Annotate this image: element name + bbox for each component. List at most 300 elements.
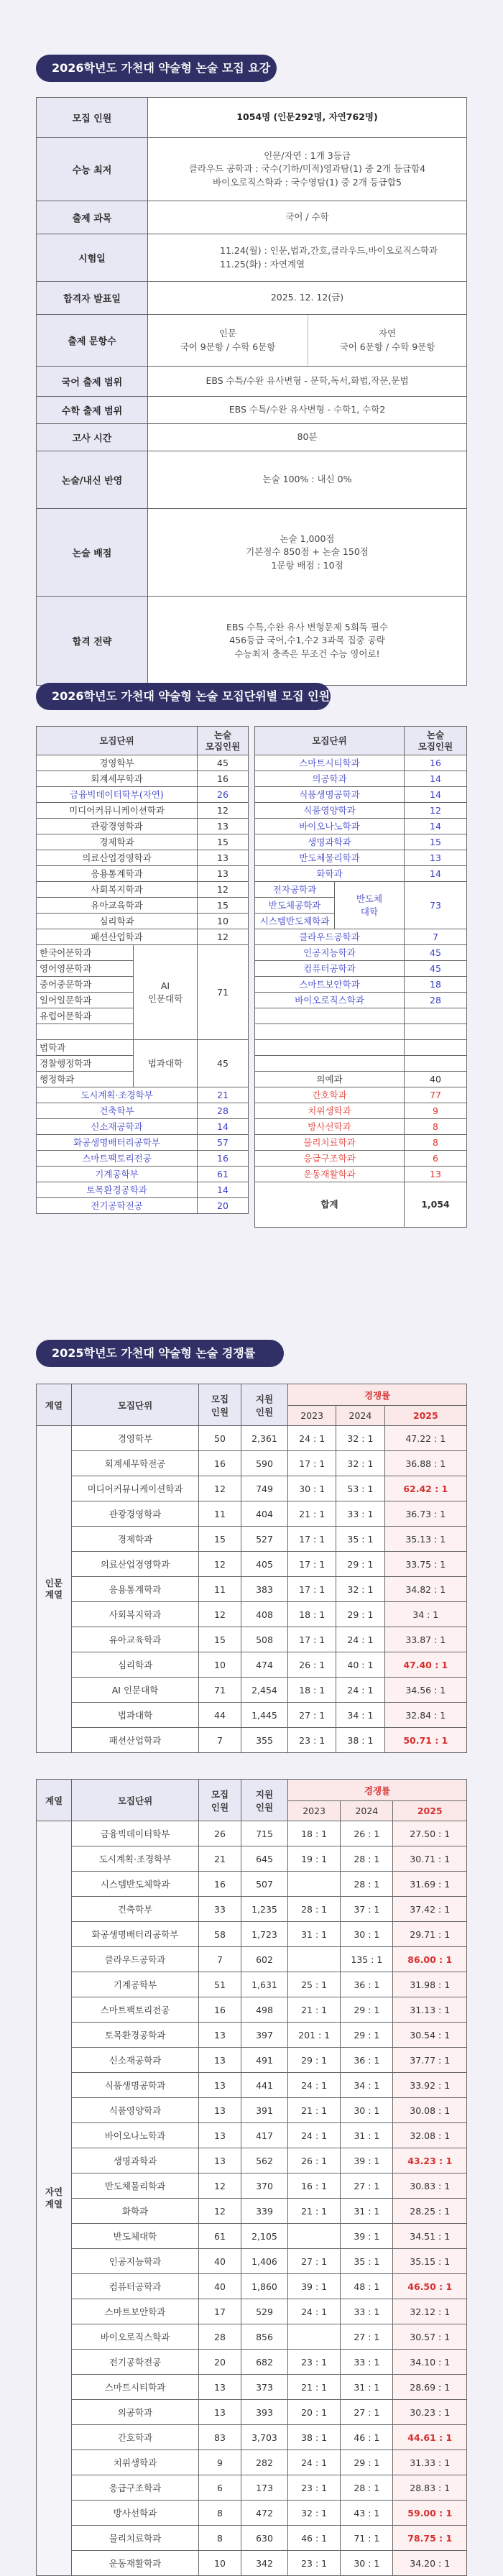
recruit-right-num-header: 논술 모집인원 bbox=[405, 727, 467, 755]
row-count bbox=[37, 315, 467, 367]
unit-name: 응용통계학과 bbox=[72, 1577, 199, 1602]
recruit-unit: 인공지능학과 bbox=[255, 945, 405, 961]
applicants: 715 bbox=[241, 1821, 288, 1846]
value-subj: 국어 / 수학 bbox=[148, 201, 467, 234]
ratio-2024: 24 : 1 bbox=[336, 1627, 384, 1652]
applicants: 527 bbox=[241, 1527, 288, 1552]
header-unit: 모집단위 bbox=[72, 1384, 199, 1426]
row-math bbox=[37, 397, 467, 424]
header-capacity-l2: 인원 bbox=[211, 1406, 229, 1417]
recruit-count: 40 bbox=[405, 1072, 467, 1087]
ratio-2023: 26 : 1 bbox=[288, 2148, 341, 2174]
group-label-l2: 계열 bbox=[45, 1589, 63, 1600]
ratio-2025: 36.73 : 1 bbox=[384, 1501, 466, 1527]
recruit-unit: 중어중문학과 bbox=[37, 977, 134, 993]
ratio-2024: 39 : 1 bbox=[341, 2148, 393, 2174]
recruit-row bbox=[255, 1072, 467, 1087]
recruit-count: 13 bbox=[405, 1167, 467, 1182]
recruit-unit: 응급구조학과 bbox=[255, 1151, 405, 1167]
applicants: 2,105 bbox=[241, 2224, 288, 2249]
competition-row bbox=[37, 1922, 467, 1947]
header-year-2025: 2025 bbox=[393, 1801, 467, 1821]
ratio-2025: 34.10 : 1 bbox=[393, 2350, 467, 2375]
capacity: 11 bbox=[199, 1577, 241, 1602]
recruit-unit: 경찰행정학과 bbox=[37, 1056, 134, 1072]
competition-table-science bbox=[36, 1779, 467, 2576]
capacity: 16 bbox=[199, 1451, 241, 1476]
unit-name: 컴퓨터공학과 bbox=[72, 2274, 199, 2299]
value-strategy bbox=[148, 597, 467, 686]
unit-name: 경영학부 bbox=[72, 1426, 199, 1451]
recruit-count: 28 bbox=[405, 993, 467, 1008]
min-line-2: 클라우드 공학과 : 국수(기하/미적)영과탐(1) 중 2개 등급합4 bbox=[188, 163, 426, 175]
applicants: 417 bbox=[241, 2123, 288, 2148]
competition-row bbox=[37, 1552, 467, 1577]
recruit-count: 21 bbox=[198, 1087, 249, 1103]
unit-name: 시스템반도체학과 bbox=[72, 1872, 199, 1897]
value-count-humanities bbox=[148, 315, 308, 367]
ratio-2024: 24 : 1 bbox=[336, 1678, 384, 1703]
recruit-row bbox=[37, 803, 249, 819]
ratio-2023: 17 : 1 bbox=[288, 1577, 336, 1602]
ratio-2024: 28 : 1 bbox=[341, 1872, 393, 1897]
applicants: 370 bbox=[241, 2174, 288, 2199]
competition-row bbox=[37, 2148, 467, 2174]
unit-name: 화학과 bbox=[72, 2199, 199, 2224]
header-year-2023: 2023 bbox=[288, 1801, 341, 1821]
recruit-row bbox=[37, 1119, 249, 1135]
unit-name: 심리학과 bbox=[72, 1652, 199, 1678]
competition-row bbox=[37, 2023, 467, 2048]
unit-name: 물리치료학과 bbox=[72, 2526, 199, 2551]
recruit-unit: 방사선학과 bbox=[255, 1119, 405, 1135]
recruit-unit: 영어영문학과 bbox=[37, 961, 134, 977]
recruit-count: 13 bbox=[198, 866, 249, 882]
row-announce bbox=[37, 282, 467, 315]
admission-guidelines-table bbox=[36, 97, 467, 686]
competition-header-row bbox=[37, 1384, 467, 1406]
ratio-2023: 23 : 1 bbox=[288, 2350, 341, 2375]
competition-row bbox=[37, 1947, 467, 1972]
recruit-unit: 사회복지학과 bbox=[37, 882, 198, 898]
recruit-unit: 경영학부 bbox=[37, 755, 198, 771]
strategy-line-3: 수능최저 충족은 무조건 수능 영어로! bbox=[234, 648, 380, 659]
ratio-2023 bbox=[288, 1872, 341, 1897]
applicants: 408 bbox=[241, 1602, 288, 1627]
recruit-unit: 회계세무학과 bbox=[37, 771, 198, 787]
capacity: 12 bbox=[199, 2174, 241, 2199]
unit-name: 운동재활학과 bbox=[72, 2551, 199, 2576]
competition-row bbox=[37, 2425, 467, 2450]
applicants: 529 bbox=[241, 2299, 288, 2324]
ratio-2025: 32.12 : 1 bbox=[393, 2299, 467, 2324]
competition-row bbox=[37, 1451, 467, 1476]
recruit-unit: 토목환경공학과 bbox=[37, 1182, 198, 1198]
ratio-2023: 24 : 1 bbox=[288, 2299, 341, 2324]
applicants: 1,860 bbox=[241, 2274, 288, 2299]
recruit-count: 18 bbox=[405, 977, 467, 993]
ratio-2024: 26 : 1 bbox=[341, 1821, 393, 1846]
recruit-row bbox=[255, 850, 467, 866]
capacity: 12 bbox=[199, 1476, 241, 1501]
ratio-2025: 30.08 : 1 bbox=[393, 2098, 467, 2123]
header-capacity bbox=[199, 1780, 241, 1821]
capacity: 13 bbox=[199, 2375, 241, 2400]
recruit-row bbox=[255, 1119, 467, 1135]
ratio-2024: 33 : 1 bbox=[341, 2350, 393, 2375]
competition-row bbox=[37, 2174, 467, 2199]
recruit-count: 45 bbox=[405, 961, 467, 977]
ratio-2025: 47.40 : 1 bbox=[384, 1652, 466, 1678]
recruit-unit-blank bbox=[255, 1008, 405, 1024]
recruit-unit: 일어일문학과 bbox=[37, 993, 134, 1008]
competition-row bbox=[37, 2526, 467, 2551]
recruit-unit: 물리치료학과 bbox=[255, 1135, 405, 1151]
section-title-recruit-by-unit: 2026학년도 가천대 약술형 논술 모집단위별 모집 인원 bbox=[36, 683, 331, 710]
ratio-2025: 47.22 : 1 bbox=[384, 1426, 466, 1451]
header-competition: 경쟁률 bbox=[288, 1384, 467, 1406]
ratio-2025: 27.50 : 1 bbox=[393, 1821, 467, 1846]
applicants: 562 bbox=[241, 2148, 288, 2174]
recruit-count: 57 bbox=[198, 1135, 249, 1151]
recruit-row bbox=[255, 1087, 467, 1103]
header-strategy: 합격 전략 bbox=[37, 597, 148, 686]
recruit-unit: 식품영양학과 bbox=[255, 803, 405, 819]
ratio-2024: 31 : 1 bbox=[341, 2199, 393, 2224]
ratio-2024: 30 : 1 bbox=[341, 1922, 393, 1947]
value-math: EBS 수특/수완 유사변형 - 수학1, 수학2 bbox=[148, 397, 467, 424]
capacity: 16 bbox=[199, 1872, 241, 1897]
recruit-row bbox=[255, 866, 467, 882]
ratio-2024: 29 : 1 bbox=[341, 2450, 393, 2475]
recruit-unit: 시스템반도체학과 bbox=[255, 914, 335, 929]
recruit-unit: 관광경영학과 bbox=[37, 819, 198, 834]
competition-row bbox=[37, 1426, 467, 1451]
row-time bbox=[37, 424, 467, 451]
capacity: 10 bbox=[199, 2551, 241, 2576]
recruit-count: 7 bbox=[405, 929, 467, 945]
capacity: 12 bbox=[199, 1552, 241, 1577]
header-min: 수능 최저 bbox=[37, 138, 148, 201]
competition-row bbox=[37, 1501, 467, 1527]
applicants: 1,235 bbox=[241, 1897, 288, 1922]
recruit-count-blank bbox=[405, 1056, 467, 1072]
competition-row bbox=[37, 2048, 467, 2073]
row-date bbox=[37, 234, 467, 282]
recruit-unit: 전기공학전공 bbox=[37, 1198, 198, 1214]
recruit-unit-blank bbox=[37, 1024, 134, 1040]
ratio-2024: 27 : 1 bbox=[341, 2400, 393, 2425]
ratio-2023: 30 : 1 bbox=[288, 1476, 336, 1501]
recruit-row bbox=[37, 1151, 249, 1167]
ratio-2024: 71 : 1 bbox=[341, 2526, 393, 2551]
ratio-2025: 78.75 : 1 bbox=[393, 2526, 467, 2551]
group-label bbox=[37, 1426, 72, 1753]
applicants: 441 bbox=[241, 2073, 288, 2098]
unit-name: 법과대학 bbox=[72, 1703, 199, 1728]
ratio-2024: 135 : 1 bbox=[341, 1947, 393, 1972]
ratio-2025: 31.69 : 1 bbox=[393, 1872, 467, 1897]
recruit-count: 28 bbox=[198, 1103, 249, 1119]
recruit-unit: 경제학과 bbox=[37, 834, 198, 850]
recruit-row bbox=[255, 803, 467, 819]
ratio-2023: 18 : 1 bbox=[288, 1678, 336, 1703]
ratio-2024: 29 : 1 bbox=[341, 1997, 393, 2023]
recruit-row bbox=[255, 1135, 467, 1151]
ratio-2024: 31 : 1 bbox=[341, 2375, 393, 2400]
recruit-row bbox=[255, 834, 467, 850]
recruit-count-blank bbox=[405, 1008, 467, 1024]
recruit-count: 16 bbox=[405, 755, 467, 771]
ratio-2025: 86.00 : 1 bbox=[393, 1947, 467, 1972]
recruit-count: 14 bbox=[405, 819, 467, 834]
applicants: 1,445 bbox=[241, 1703, 288, 1728]
capacity: 16 bbox=[199, 1997, 241, 2023]
row-recruit bbox=[37, 98, 467, 138]
recruit-unit: 화공생명배터리공학부 bbox=[37, 1135, 198, 1151]
recruit-unit: 응용통계학과 bbox=[37, 866, 198, 882]
recruit-unit: 유럽어문학과 bbox=[37, 1008, 134, 1024]
ratio-2023: 24 : 1 bbox=[288, 2073, 341, 2098]
ratio-2024: 32 : 1 bbox=[336, 1577, 384, 1602]
recruit-group-law: 법과대학 bbox=[134, 1040, 198, 1087]
unit-name: 바이오나노학과 bbox=[72, 2123, 199, 2148]
competition-row bbox=[37, 2249, 467, 2274]
ratio-2025: 50.71 : 1 bbox=[384, 1728, 466, 1753]
ratio-2025: 46.50 : 1 bbox=[393, 2274, 467, 2299]
capacity: 83 bbox=[199, 2425, 241, 2450]
applicants: 2,454 bbox=[241, 1678, 288, 1703]
section-title-competition: 2025학년도 가천대 약술형 논술 경쟁률 bbox=[36, 1340, 284, 1367]
recruit-row bbox=[37, 1167, 249, 1182]
recruit-count: 14 bbox=[198, 1182, 249, 1198]
ratio-2023: 23 : 1 bbox=[288, 1728, 336, 1753]
header-year-2025: 2025 bbox=[384, 1406, 466, 1426]
recruit-row bbox=[37, 787, 249, 803]
applicants: 342 bbox=[241, 2551, 288, 2576]
header-recruit: 모집 인원 bbox=[37, 98, 148, 138]
capacity: 71 bbox=[199, 1678, 241, 1703]
ratio-2025: 59.00 : 1 bbox=[393, 2501, 467, 2526]
competition-row bbox=[37, 2324, 467, 2350]
recruit-row bbox=[255, 882, 467, 898]
unit-name: 신소재공학과 bbox=[72, 2048, 199, 2073]
applicants: 391 bbox=[241, 2098, 288, 2123]
recruit-row bbox=[255, 771, 467, 787]
date-line-1: 11.24(월) : 인문,법과,간호,클라우드,바이오로직스학과 bbox=[220, 245, 438, 257]
unit-name: 기계공학부 bbox=[72, 1972, 199, 1997]
unit-name: 스마트팩토리전공 bbox=[72, 1997, 199, 2023]
recruit-unit: 유아교육학과 bbox=[37, 898, 198, 914]
applicants: 393 bbox=[241, 2400, 288, 2425]
header-year-2023: 2023 bbox=[288, 1406, 336, 1426]
recruit-count: 15 bbox=[405, 834, 467, 850]
ratio-2023: 18 : 1 bbox=[288, 1602, 336, 1627]
header-group: 계열 bbox=[37, 1384, 72, 1426]
applicants: 405 bbox=[241, 1552, 288, 1577]
unit-name: 바이오로직스학과 bbox=[72, 2324, 199, 2350]
header-applicants bbox=[241, 1780, 288, 1821]
unit-name: 회계세무학전공 bbox=[72, 1451, 199, 1476]
unit-name: 스마트보안학과 bbox=[72, 2299, 199, 2324]
recruit-count-blank bbox=[405, 1040, 467, 1056]
recruit-unit: 의예과 bbox=[255, 1072, 405, 1087]
value-min bbox=[148, 138, 467, 201]
group-semi-line-1: 반도체 bbox=[356, 893, 383, 904]
unit-name: 방사선학과 bbox=[72, 2501, 199, 2526]
competition-row bbox=[37, 2375, 467, 2400]
ratio-2025: 34.82 : 1 bbox=[384, 1577, 466, 1602]
recruit-row-blank bbox=[255, 1056, 467, 1072]
recruit-unit: 법학과 bbox=[37, 1040, 134, 1056]
unit-name: 의료산업경영학과 bbox=[72, 1552, 199, 1577]
recruit-unit: 바이오로직스학과 bbox=[255, 993, 405, 1008]
competition-row bbox=[37, 2450, 467, 2475]
ratio-2023: 18 : 1 bbox=[288, 1821, 341, 1846]
recruit-row bbox=[37, 1135, 249, 1151]
ratio-2025: 30.54 : 1 bbox=[393, 2023, 467, 2048]
recruit-unit: 생명과학과 bbox=[255, 834, 405, 850]
recruit-row bbox=[37, 929, 249, 945]
recruit-count: 12 bbox=[198, 929, 249, 945]
ratio-2024: 36 : 1 bbox=[341, 2048, 393, 2073]
header-applicants-l2: 인원 bbox=[255, 1406, 274, 1417]
capacity: 12 bbox=[199, 2199, 241, 2224]
applicants: 173 bbox=[241, 2475, 288, 2501]
ratio-2024: 28 : 1 bbox=[341, 1846, 393, 1872]
applicants: 507 bbox=[241, 1872, 288, 1897]
recruit-row bbox=[255, 993, 467, 1008]
competition-row bbox=[37, 1872, 467, 1897]
applicants: 1,723 bbox=[241, 1922, 288, 1947]
capacity: 13 bbox=[199, 2073, 241, 2098]
recruit-count: 14 bbox=[405, 787, 467, 803]
row-kor bbox=[37, 367, 467, 397]
competition-row bbox=[37, 1897, 467, 1922]
recruit-unit: 치위생학과 bbox=[255, 1103, 405, 1119]
applicants: 472 bbox=[241, 2501, 288, 2526]
recruit-row bbox=[37, 1040, 249, 1056]
value-score bbox=[148, 509, 467, 597]
row-score bbox=[37, 509, 467, 597]
ratio-2023: 19 : 1 bbox=[288, 1846, 341, 1872]
recruit-unit: 식품생명공학과 bbox=[255, 787, 405, 803]
capacity: 13 bbox=[199, 2148, 241, 2174]
recruit-unit-blank bbox=[255, 1024, 405, 1040]
group-label-l1: 자연 bbox=[45, 2186, 63, 2198]
competition-row bbox=[37, 1476, 467, 1501]
ratio-2023: 24 : 1 bbox=[288, 1426, 336, 1451]
recruit-count: 12 bbox=[198, 882, 249, 898]
competition-row bbox=[37, 2199, 467, 2224]
ratio-2024: 38 : 1 bbox=[336, 1728, 384, 1753]
recruit-unit-blank bbox=[255, 1040, 405, 1056]
unit-name: 스마트시티학과 bbox=[72, 2375, 199, 2400]
ratio-2024: 28 : 1 bbox=[341, 2475, 393, 2501]
header-subj: 출제 과목 bbox=[37, 201, 148, 234]
recruit-count: 16 bbox=[198, 1151, 249, 1167]
recruit-count: 71 bbox=[198, 945, 249, 1040]
ratio-2025: 28.25 : 1 bbox=[393, 2199, 467, 2224]
ratio-2023: 23 : 1 bbox=[288, 2475, 341, 2501]
ratio-2025: 35.13 : 1 bbox=[384, 1527, 466, 1552]
strategy-line-2: 456등급 국어,수1,수2 3과목 집중 공략 bbox=[229, 635, 385, 646]
recruit-group-ai bbox=[134, 945, 198, 1040]
value-date bbox=[148, 234, 467, 282]
competition-row bbox=[37, 1678, 467, 1703]
ratio-2025: 31.13 : 1 bbox=[393, 1997, 467, 2023]
ratio-2023: 28 : 1 bbox=[288, 1897, 341, 1922]
recruit-count: 16 bbox=[198, 771, 249, 787]
recruit-count: 77 bbox=[405, 1087, 467, 1103]
recruit-row-blank bbox=[255, 1040, 467, 1056]
recruit-row bbox=[255, 929, 467, 945]
recruit-count: 61 bbox=[198, 1167, 249, 1182]
capacity: 8 bbox=[199, 2526, 241, 2551]
header-capacity-l1: 모집 bbox=[211, 1788, 229, 1800]
competition-row bbox=[37, 1846, 467, 1872]
recruit-row bbox=[255, 1103, 467, 1119]
recruit-count: 9 bbox=[405, 1103, 467, 1119]
competition-row bbox=[37, 2224, 467, 2249]
recruit-row bbox=[37, 1198, 249, 1214]
capacity: 17 bbox=[199, 2299, 241, 2324]
group-ai-line-1: AI bbox=[160, 980, 170, 991]
recruit-right-header bbox=[255, 727, 467, 755]
recruit-count: 45 bbox=[198, 755, 249, 771]
competition-row bbox=[37, 2350, 467, 2375]
unit-name: 관광경영학과 bbox=[72, 1501, 199, 1527]
ratio-2024: 30 : 1 bbox=[341, 2551, 393, 2576]
count-hum-value: 국어 9문항 / 수학 6문항 bbox=[180, 341, 276, 352]
ratio-2023: 32 : 1 bbox=[288, 2501, 341, 2526]
recruit-row bbox=[37, 850, 249, 866]
competition-row bbox=[37, 2274, 467, 2299]
unit-name: 클라우드공학과 bbox=[72, 1947, 199, 1972]
ratio-2025: 32.84 : 1 bbox=[384, 1703, 466, 1728]
ratio-2023: 17 : 1 bbox=[288, 1552, 336, 1577]
header-year-2024: 2024 bbox=[341, 1801, 393, 1821]
recruit-count: 15 bbox=[198, 898, 249, 914]
capacity: 13 bbox=[199, 2023, 241, 2048]
header-announce: 합격자 발표일 bbox=[37, 282, 148, 315]
capacity: 33 bbox=[199, 1897, 241, 1922]
ratio-2025: 33.92 : 1 bbox=[393, 2073, 467, 2098]
row-strategy bbox=[37, 597, 467, 686]
ratio-2023: 201 : 1 bbox=[288, 2023, 341, 2048]
applicants: 3,703 bbox=[241, 2425, 288, 2450]
competition-table-humanities bbox=[36, 1384, 467, 1753]
ratio-2024: 29 : 1 bbox=[341, 2023, 393, 2048]
ratio-2025: 30.83 : 1 bbox=[393, 2174, 467, 2199]
recruit-row bbox=[255, 961, 467, 977]
recruit-count: 45 bbox=[198, 1040, 249, 1087]
count-sci-label: 자연 bbox=[378, 328, 397, 339]
header-capacity-l2: 인원 bbox=[211, 1801, 229, 1813]
applicants: 339 bbox=[241, 2199, 288, 2224]
ratio-2025: 35.15 : 1 bbox=[393, 2249, 467, 2274]
capacity: 15 bbox=[199, 1527, 241, 1552]
ratio-2024: 35 : 1 bbox=[341, 2249, 393, 2274]
recruit-group-semi bbox=[335, 882, 405, 929]
competition-row bbox=[37, 2123, 467, 2148]
header-score: 논술 배점 bbox=[37, 509, 148, 597]
group-semi-line-2: 대학 bbox=[360, 906, 379, 917]
recruit-row bbox=[37, 834, 249, 850]
competition-row bbox=[37, 1728, 467, 1753]
recruit-unit: 패션산업학과 bbox=[37, 929, 198, 945]
header-capacity-l1: 모집 bbox=[211, 1393, 229, 1404]
